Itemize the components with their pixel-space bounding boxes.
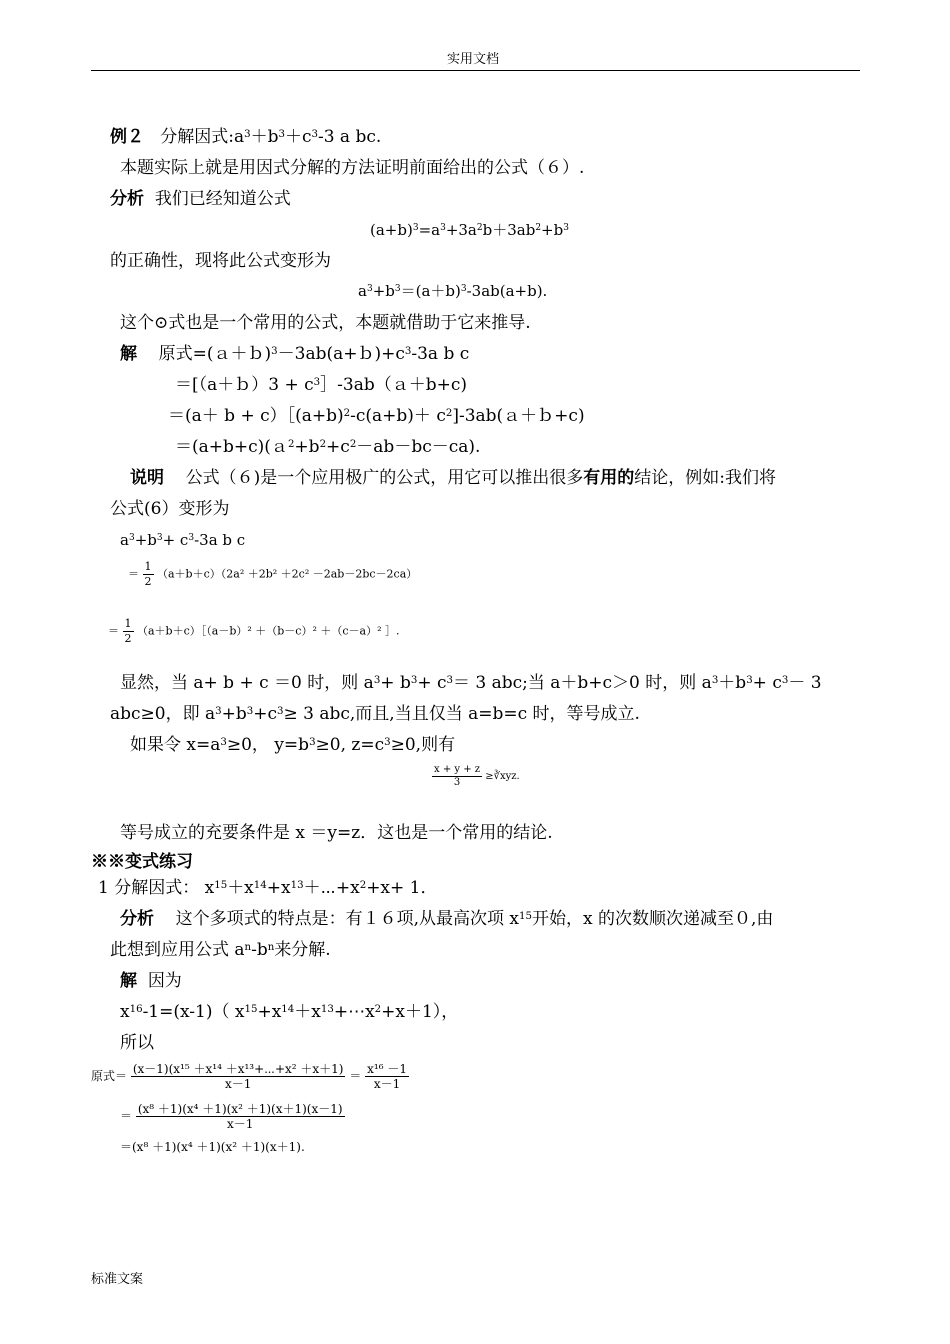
solution-text: －ab－bc－ca). bbox=[356, 437, 481, 457]
solution-text: 原式=(ａ＋ｂ) bbox=[158, 344, 272, 364]
solution-line-4: $=(a+b+c)(a^2+b^2+c^2-ab-bc-ca)$. bbox=[175, 437, 481, 457]
header-rule bbox=[91, 70, 860, 71]
body-text: ＝ 3 abc;当 a＋b+c＞0 时，则 a bbox=[452, 673, 712, 693]
body-text: 1 分解因式： x bbox=[98, 878, 215, 898]
formula-text: +b bbox=[372, 282, 395, 300]
fraction-half bbox=[143, 560, 154, 589]
fraction-denominator: x－1 bbox=[224, 1077, 252, 1091]
fraction-denominator: x－1 bbox=[227, 1117, 254, 1131]
derivation-line-1: $a^3+b^3+ c^3-3a$ b c bbox=[120, 531, 246, 549]
body-text: +x+ 1． bbox=[366, 878, 438, 898]
equals-sign: ＝ bbox=[128, 567, 139, 581]
body-text: ＋⋯+x bbox=[303, 878, 360, 898]
fraction-numerator: x + y + z bbox=[434, 764, 481, 775]
body-text: 显然，当 a+ b + c ＝0 时，则 a bbox=[120, 673, 374, 693]
fraction-expression bbox=[131, 1062, 346, 1091]
solution-text: ]-3ab(ａ＋ｂ+c) bbox=[452, 406, 585, 426]
solution-line-1: 解 原式$=(a+b)^3-3ab(a+b)+c^3-3a$ b c bbox=[120, 344, 470, 364]
formula-text: +x bbox=[257, 1002, 282, 1022]
body-text: 这个多项式的特点是：有１６项,从最高次项 x bbox=[175, 909, 520, 929]
formula-text: -3ab(a+b). bbox=[466, 282, 548, 300]
final-formula-2 bbox=[120, 1102, 345, 1131]
analysis-line bbox=[110, 188, 291, 210]
exercise-identity: $x^{16}-1=(x-1)$（ $x^{15}+x^{14}+x^{13}+\cdots x^2+x+1$）， bbox=[120, 1002, 459, 1022]
formula-text: x bbox=[120, 1002, 130, 1022]
body-text: ＋x bbox=[227, 878, 254, 898]
formula-text: ＋x bbox=[294, 1002, 321, 1022]
explain-text: 结论，例如:我们将 bbox=[634, 468, 776, 488]
solution-line-2: ＝[（a＋ｂ）3 + $c^3]-3ab(a+b+c)$ bbox=[175, 375, 467, 395]
note-line: 这个⊙式也是一个常用的公式，本题就借助于它来推导. bbox=[120, 313, 531, 333]
fraction-half bbox=[123, 617, 134, 646]
fraction-numerator: (x－1)(x¹⁵ ＋x¹⁴ ＋x¹³+⋯+x² ＋x＋1) bbox=[132, 1062, 344, 1076]
fraction-numerator: x¹⁶ －1 bbox=[367, 1062, 407, 1076]
formula-cube: $(a+b)^3=a^3+3a^2b+3ab^2+b^3$ bbox=[370, 221, 569, 239]
explain-line-2: 公式(6）变形为 bbox=[110, 499, 230, 519]
solution-text: －3ab(a+ｂ)+c bbox=[277, 344, 405, 364]
solution-text: +b bbox=[294, 437, 320, 457]
intro-line: 本题实际上就是用因式分解的方法证明前面给出的公式（６）. bbox=[120, 158, 585, 178]
formula-text: ＝(a＋b) bbox=[400, 282, 461, 300]
solution-text: ＝[（a＋ｂ）3 + c bbox=[175, 375, 314, 395]
obvious-line-1: 显然，当 a+ b + c ＝0 时，则 $a^3+ b^3+ c^3= 3$ abc;当 a＋b+c＞0 时，则 $a^3+b^3+ c^3- 3$ bbox=[120, 673, 822, 693]
solution-text: ＝(a＋ b + c）［(a+b) bbox=[168, 406, 344, 426]
body-text: +b bbox=[221, 704, 247, 724]
solution-text: ］-3ab（ａ＋b+c) bbox=[320, 375, 467, 395]
explain-text: 公式（６)是一个应用极广的公式，用它可以推出很多 bbox=[185, 468, 584, 488]
example-heading: 例２ 分解因式$:a^3+b^3+c^3-3$ a bc. bbox=[110, 127, 382, 147]
fraction-denominator: 2 bbox=[124, 632, 132, 645]
body-text: abc≥0，即 a bbox=[110, 704, 216, 724]
formula-text: a bbox=[120, 531, 129, 549]
formula-text: b＋3ab bbox=[482, 221, 536, 239]
formula-text: -1=(x-1)（ x bbox=[142, 1002, 245, 1022]
fraction-expression bbox=[136, 1102, 345, 1131]
exercise-solution-line bbox=[120, 970, 182, 992]
body-text: ＋b bbox=[718, 673, 747, 693]
body-text: 如果令 x=a bbox=[130, 735, 221, 755]
problem-text: -3 a bc. bbox=[317, 127, 382, 147]
formula-text: -3a b c bbox=[194, 531, 246, 549]
correctness-line: 的正确性，现将此公式变形为 bbox=[110, 251, 331, 271]
page-footer: 标准文案 bbox=[91, 1272, 144, 1287]
body-text: -b bbox=[251, 940, 268, 960]
formula-text: =a bbox=[418, 221, 441, 239]
exercise-heading-text: ※※变式练习 bbox=[91, 852, 193, 872]
obvious-line-2: abc≥0，即 $a^3+b^3+c^3\ge 3$ abc,而且,当且仅当 a=b=c 时，等号成立. bbox=[110, 704, 640, 724]
exercise-solution-label: 解 bbox=[120, 971, 137, 991]
fraction-denominator: 2 bbox=[144, 575, 152, 588]
problem-text: ＋b bbox=[250, 127, 279, 147]
body-text: 此想到应用公式 a bbox=[110, 940, 245, 960]
body-text: ≥0， y=b bbox=[226, 735, 310, 755]
example-label: 例２ bbox=[110, 127, 144, 147]
body-text: 开始，x 的次数顺次递减至０,由 bbox=[532, 909, 774, 929]
iflet-line: 如果令 $x=a^3\ge 0$， $y=b^3\ge 0$, $z=c^3\ge 0$,则有 bbox=[130, 735, 456, 755]
final-formula-1 bbox=[91, 1062, 409, 1091]
exercise-analysis-line-2: 此想到应用公式 $a^n-b^n$来分解. bbox=[110, 940, 331, 960]
formula-text: +x＋1）， bbox=[381, 1002, 459, 1022]
fraction-denominator: 3 bbox=[453, 777, 461, 788]
derivation-line-2 bbox=[128, 560, 417, 589]
therefore-line: 所以 bbox=[120, 1033, 154, 1053]
analysis-label: 分析 bbox=[110, 189, 144, 209]
formula-text: (a+b) bbox=[370, 221, 413, 239]
formula-text: ≥∛xyz. bbox=[485, 771, 520, 782]
body-text: + c bbox=[752, 673, 782, 693]
formula-text: 原式＝ bbox=[91, 1069, 128, 1083]
fraction-denominator: x－1 bbox=[373, 1077, 401, 1091]
equal-condition-line: 等号成立的充要条件是 x ＝y=z．这也是一个常用的结论. bbox=[120, 823, 553, 843]
am-gm-inequality bbox=[432, 764, 520, 789]
formula-transformed: $a^3+b^3=(a+b)^3-3ab(a+b)$. bbox=[358, 282, 548, 300]
formula-text: （a＋b＋c）［（a－b）² ＋（b－c）² ＋（c－a）² ］. bbox=[137, 624, 400, 638]
exercise-analysis-label: 分析 bbox=[120, 909, 154, 929]
formula-text: a bbox=[358, 282, 367, 300]
fraction-numerator: 1 bbox=[124, 617, 132, 630]
exercise-question: 1 分解因式： $x^{15}+x^{14}+x^{13}+\cdots+x^2+x+ 1$． bbox=[98, 878, 438, 898]
body-text: ≥0,则有 bbox=[390, 735, 456, 755]
solution-text: -3a b c bbox=[411, 344, 470, 364]
explain-label: 说明 bbox=[130, 468, 164, 488]
body-text: 因为 bbox=[147, 971, 182, 991]
final-formula-3: ＝(x⁸ ＋1)(x⁴ ＋1)(x² ＋1)(x＋1). bbox=[120, 1140, 305, 1154]
body-text: + c bbox=[417, 673, 447, 693]
formula-text: +b bbox=[541, 221, 564, 239]
fraction-numerator: (x⁸ ＋1)(x⁴ ＋1)(x² ＋1)(x＋1)(x－1) bbox=[137, 1102, 343, 1116]
body-text: +x bbox=[266, 878, 291, 898]
problem-text: ＋c bbox=[284, 127, 312, 147]
solution-label: 解 bbox=[120, 344, 137, 364]
equals-sign: ＝ bbox=[108, 624, 119, 638]
solution-text: -c(a+b)＋ c bbox=[350, 406, 446, 426]
body-text: ≥ 3 abc,而且,当且仅当 a=b=c 时，等号成立. bbox=[283, 704, 640, 724]
problem-text: 分解因式:a bbox=[160, 127, 245, 147]
solution-text: +c bbox=[326, 437, 350, 457]
exercise-heading bbox=[91, 851, 193, 873]
body-text: － 3 bbox=[788, 673, 822, 693]
formula-text: +b bbox=[134, 531, 157, 549]
formula-text: （a＋b＋c）（2a² ＋2b² ＋2c² －2ab－2bc－2ca） bbox=[157, 567, 418, 581]
fraction-numerator: 1 bbox=[144, 560, 152, 573]
analysis-text: 我们已经知道公式 bbox=[154, 189, 291, 209]
equals-sign: ＝ bbox=[349, 1069, 362, 1083]
equals-sign: ＝ bbox=[120, 1109, 133, 1123]
body-text: ≥0, z=c bbox=[315, 735, 385, 755]
solution-line-3: $=(a+ b + c)[(a+b)^2-c(a+b)+$ $c^2]-3ab(a+b+c)$ bbox=[168, 406, 585, 426]
formula-text: +⋯x bbox=[333, 1002, 375, 1022]
derivation-line-3 bbox=[108, 617, 400, 646]
fraction-expression bbox=[365, 1062, 409, 1091]
formula-text: +3a bbox=[445, 221, 477, 239]
explain-line-1 bbox=[130, 467, 776, 489]
body-text: 来分解. bbox=[274, 940, 331, 960]
exercise-analysis-line-1: 分析 这个多项式的特点是：有１６项,从最高次项 $x^{15}$开始，x 的次数顺次递减至０,由 bbox=[120, 909, 774, 929]
page-header: 实用文档 bbox=[447, 52, 500, 67]
solution-text: ＝(a+b+c)(ａ bbox=[175, 437, 288, 457]
explain-bold-text: 有用的 bbox=[583, 468, 635, 488]
body-text: +c bbox=[253, 704, 278, 724]
formula-text: + c bbox=[162, 531, 189, 549]
body-text: + b bbox=[380, 673, 411, 693]
fraction-mean bbox=[432, 764, 482, 789]
